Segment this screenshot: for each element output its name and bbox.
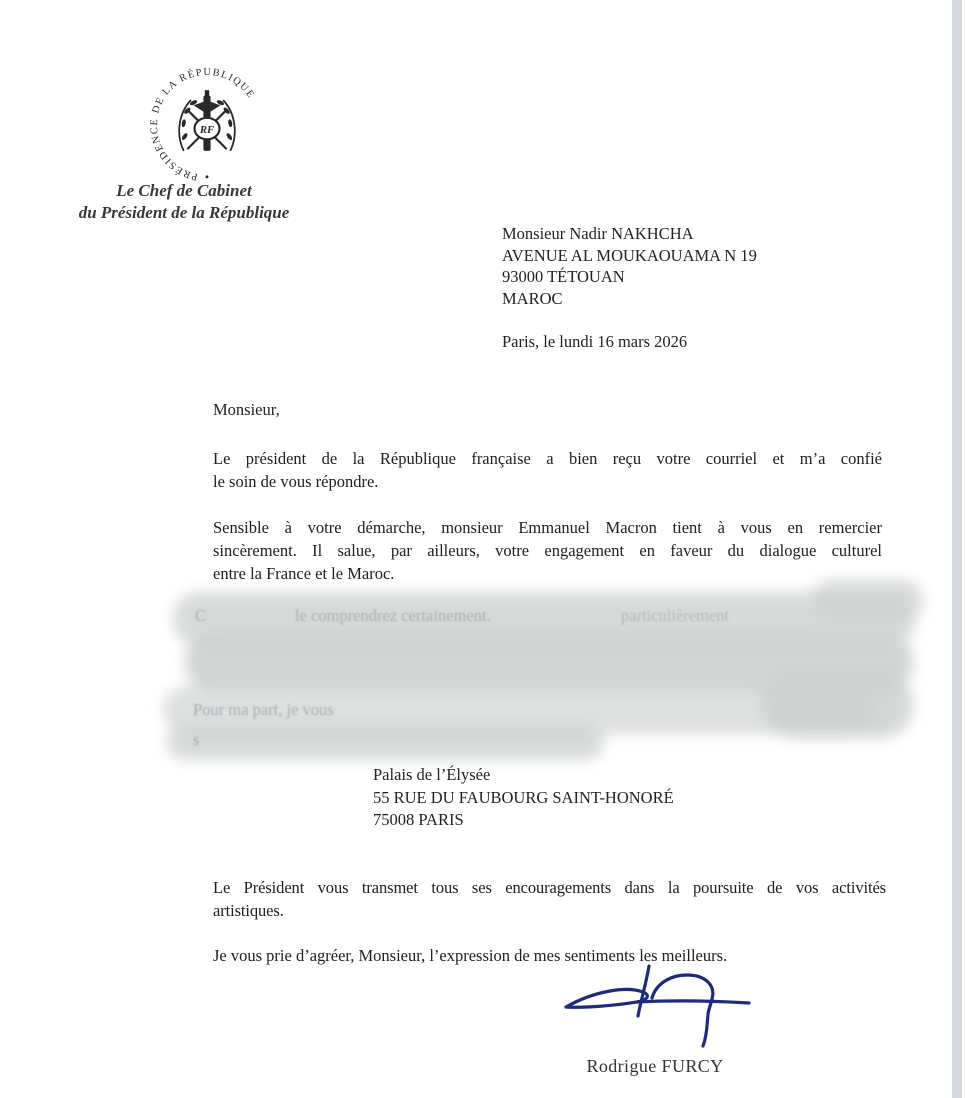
sender-address-block — [373, 764, 674, 832]
body-line: entre la France et le Maroc. — [213, 564, 395, 583]
recipient-line: AVENUE AL MOUKAOUAMA N 19 — [502, 245, 757, 265]
recipient-line: MAROC — [502, 289, 563, 309]
redacted-fragment: particulièrement — [621, 606, 730, 625]
recipient-line: Monsieur Nadir NAKHCHA — [502, 224, 694, 243]
recipient-address-block — [502, 223, 757, 310]
recipient-line: 93000 TÉTOUAN — [502, 267, 625, 287]
paragraph-4: Je vous prie d’agréer, Monsieur, l’expression de mes sentiments les meilleurs. — [213, 946, 728, 965]
paragraph-2 — [213, 516, 882, 585]
sender-address-line: Palais de l’Élysée — [373, 765, 491, 784]
redacted-fragment: C — [195, 606, 207, 625]
presidence-seal-icon — [140, 58, 274, 192]
body-line: Le Président vous transmet tous ses encouragements dans la poursuite de vos activités — [213, 878, 886, 897]
paragraph-3 — [213, 876, 886, 922]
sender-address-line: 75008 PARIS — [373, 810, 464, 829]
seal-circular-text: PRÉSIDENCE DE LA RÉPUBLIQUE — [148, 66, 257, 183]
smudge-overlay — [163, 586, 925, 768]
body-line: artistiques. — [213, 901, 284, 920]
redacted-fragment: le comprendrez certainement. — [295, 606, 491, 625]
sender-address-line: 55 RUE DU FAUBOURG SAINT-HONORÉ — [373, 787, 674, 807]
dateline: Paris, le lundi 16 mars 2026 — [502, 332, 688, 351]
sender-title-block — [28, 180, 340, 224]
sender-title-line: Le Chef de Cabinet — [116, 181, 252, 200]
paragraph-1 — [213, 447, 882, 493]
redacted-fragment: s — [193, 730, 200, 749]
body-line: sincèrement. Il salue, par ailleurs, votre engagement en faveur du dialogue culturel — [213, 541, 882, 560]
body-line: le soin de vous répondre. — [213, 472, 379, 491]
salutation: Monsieur, — [213, 400, 280, 419]
body-line: Le président de la République française a bien reçu votre courriel et m’a confié — [213, 449, 882, 468]
handwritten-signature-icon — [540, 952, 770, 1056]
redacted-fragment: Pour ma part, je vous — [193, 700, 334, 719]
body-line: Sensible à votre démarche, monsieur Emmanuel Macron tient à vous en remercier — [213, 518, 882, 537]
redacted-passage — [163, 586, 925, 768]
signatory-name: Rodrigue FURCY — [586, 1056, 724, 1076]
sender-title-line: du Président de la République — [78, 203, 290, 222]
seal-monogram: RF — [199, 124, 215, 137]
scrollbar[interactable] — [952, 0, 962, 1098]
